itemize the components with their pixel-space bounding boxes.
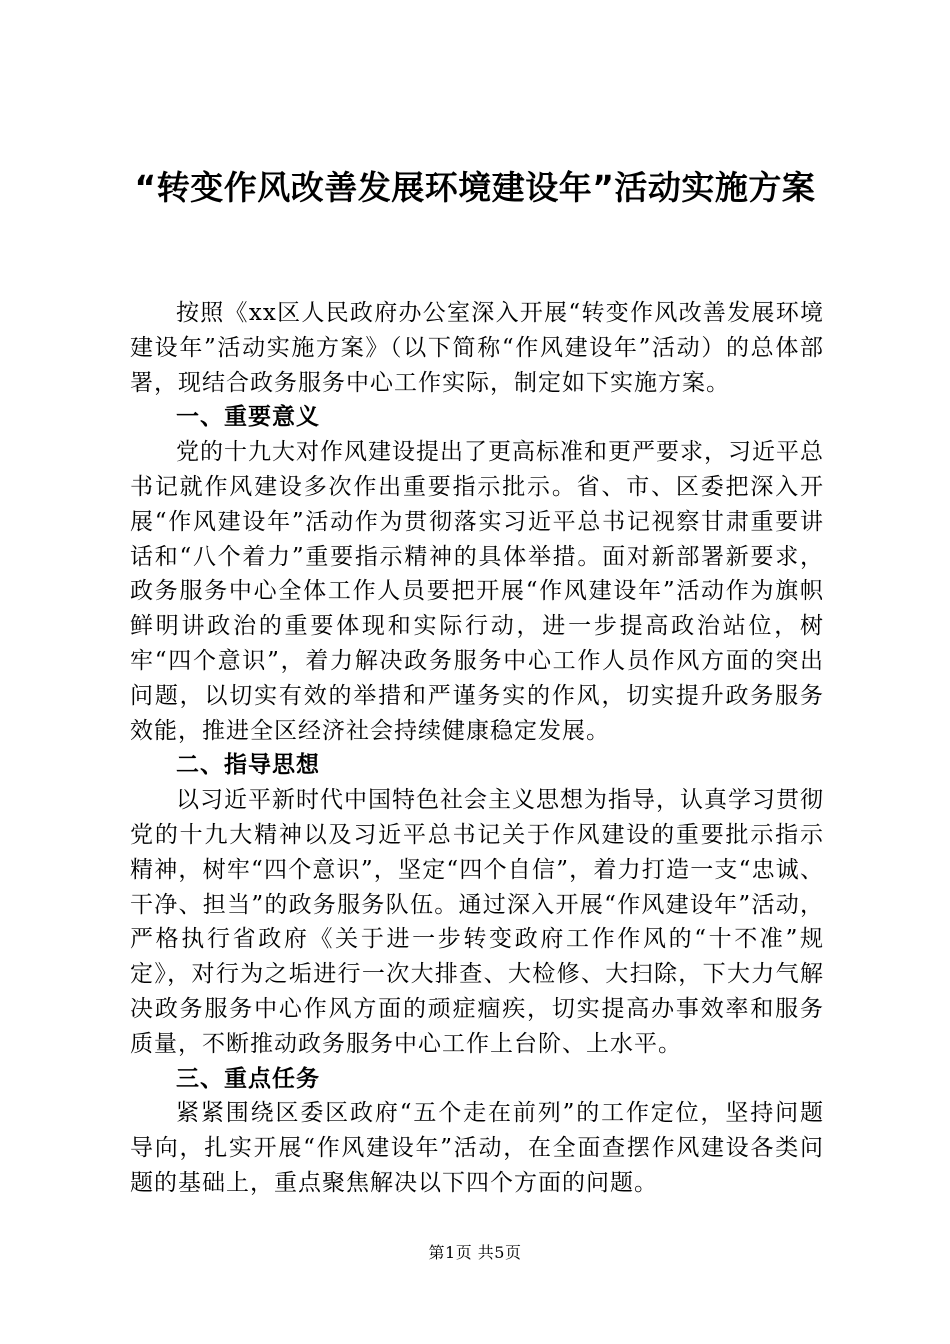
section-paragraph-significance: 党的十九大对作风建设提出了更高标准和更严要求，习近平总书记就作风建设多次作出重要指示批示。省、市、区委把深入开展“作风建设年”活动作为贯彻落实习近平总书记视察甘肃重要讲话和“八个着力”重要指示精神的具体举措。面对新部署新要求，政务服务中心全体工作人员要把开展“作风建设年”活动作为旗帜鲜明讲政治的重要体现和实际行动，进一步提高政治站位，树牢“四个意识”，着力解决政务服务中心工作人员作风方面的突出问题，以切实有效的举措和严谨务实的作风，切实提升政务服务效能，推进全区经济社会持续健康稳定发展。: [130, 439, 824, 744]
document-body: [130, 296, 824, 1201]
intro-paragraph: 按照《xx区人民政府办公室深入开展“转变作风改善发展环境建设年”活动实施方案》（以下简称“作风建设年”活动）的总体部署，现结合政务服务中心工作实际，制定如下实施方案。: [130, 300, 824, 396]
section-heading-guiding-thought: 二、指导思想: [176, 752, 320, 779]
section-paragraph-key-tasks: 紧紧围绕区委区政府“五个走在前列”的工作定位，坚持问题导向，扎实开展“作风建设年”活动，在全面查摆作风建设各类问题的基础上，重点聚焦解决以下四个方面的问题。: [130, 1100, 824, 1196]
section-paragraph-guiding-thought: 以习近平新时代中国特色社会主义思想为指导，认真学习贯彻党的十九大精神以及习近平总书记关于作风建设的重要批示指示精神，树牢“四个意识”，坚定“四个自信”，着力打造一支“忠诚、干净、担当”的政务服务队伍。通过深入开展“作风建设年”活动，严格执行省政府《关于进一步转变政府工作作风的“十不准”规定》，对行为之垢进行一次大排查、大检修、大扫除，下大力气解决政务服务中心作风方面的顽症痼疾，切实提高办事效率和服务质量，不断推动政务服务中心工作上台阶、上水平。: [130, 787, 824, 1057]
section-heading-key-tasks: 三、重点任务: [176, 1065, 320, 1092]
section-heading-significance: 一、重要意义: [176, 404, 320, 431]
document-title: “转变作风改善发展环境建设年”活动实施方案: [134, 168, 816, 207]
page-number-footer: 第1页 共5页: [428, 1243, 522, 1262]
